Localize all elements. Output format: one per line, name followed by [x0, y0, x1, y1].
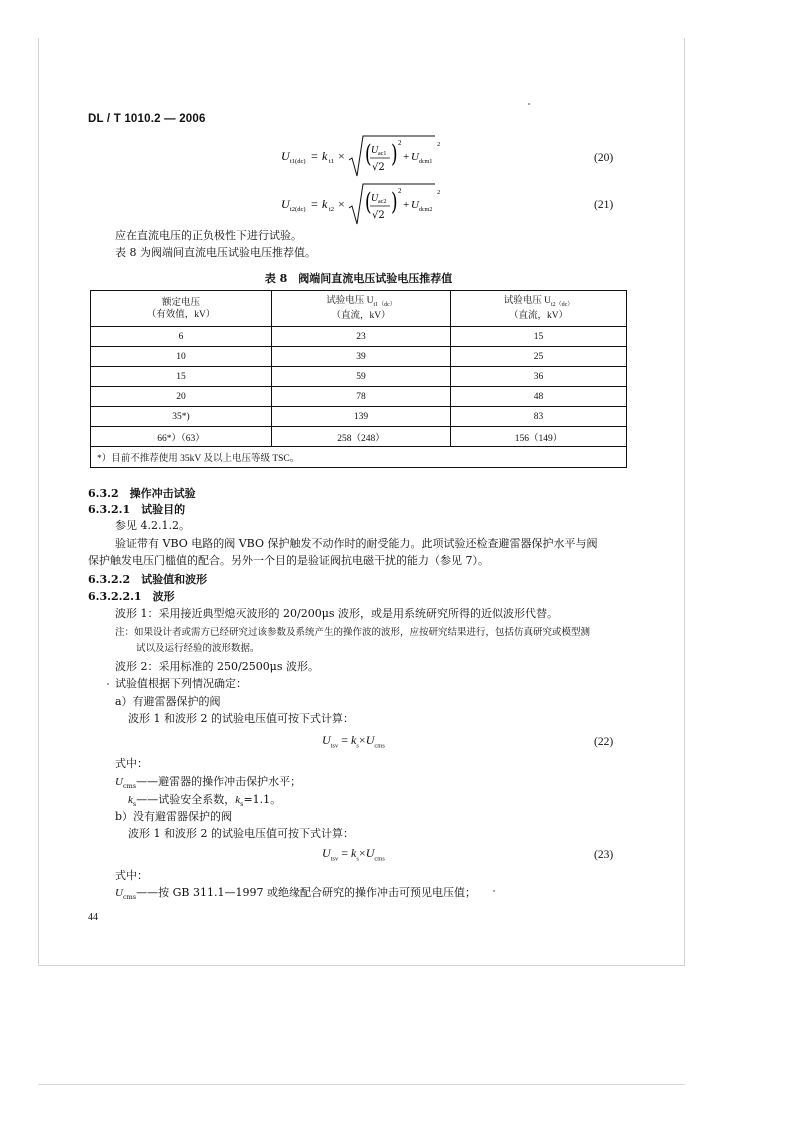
- eq20-k: k: [322, 149, 328, 163]
- determination-text: 试验值根据下列情况确定：: [115, 677, 247, 690]
- eq20-exp2: 2: [437, 141, 441, 148]
- where-label: 式中：: [115, 757, 148, 770]
- eq21-num: U: [371, 193, 379, 204]
- eq20-exp: 2: [398, 139, 402, 147]
- eq20-plus-sub: dcm1: [419, 159, 433, 165]
- scan-speck: [528, 103, 530, 105]
- eq21-plus-sub: dcm2: [419, 207, 433, 213]
- table-footnote-row: [91, 447, 627, 468]
- eq21-num-sub: ac2: [378, 199, 387, 205]
- purpose-paragraph-line: 验证带有 VBO 电路的阀 VBO 保护触发不动作时的耐受能力。此项试验还检查避雷器保护水平与阀: [115, 537, 598, 550]
- table-row: 6 23 15: [91, 327, 627, 347]
- eq22-number: (22): [594, 736, 614, 748]
- section-heading-6-3-2: 6.3.2 操作冲击试验: [88, 487, 196, 500]
- document-header: DL / T 1010.2 — 2006: [88, 113, 206, 125]
- purpose-paragraph-line: 保护触发电压门槛值的配合。另外一个目的是验证阀抗电磁干扰的能力（参见 7）。: [88, 554, 489, 567]
- calc-instruction: 波形 1 和波形 2 的试验电压值可按下式计算：: [128, 827, 354, 840]
- col-header-test-voltage-2: 试验电压 $U_{t2(dc)}$ （直流，kV）: [451, 291, 627, 327]
- eq20-lhs-sub: t1(dc): [290, 158, 306, 165]
- page-border-bottom: [38, 965, 685, 966]
- section-heading-6-3-2-2-1: 6.3.2.2.1 波形: [88, 590, 175, 603]
- eq20-num: U: [371, 145, 379, 156]
- eq20-den: √2: [372, 162, 385, 173]
- reference-text: 参见 4.2.1.2。: [115, 519, 190, 532]
- eq20-k-sub: t1: [329, 158, 335, 165]
- scan-speck: [107, 683, 109, 685]
- eq20-number: (20): [594, 152, 614, 164]
- eq21-k: k: [322, 197, 328, 211]
- svg-text:=: =: [311, 149, 318, 163]
- eq21-lhs-sub: t2(dc): [290, 206, 306, 213]
- eq21-den: √2: [372, 210, 385, 221]
- svg-text:×: ×: [338, 149, 345, 163]
- svg-text:=: =: [311, 197, 318, 211]
- definition-ucms: $U_{cms}——$避雷器的操作冲击保护水平；: [115, 775, 302, 791]
- section-heading-6-3-2-2: 6.3.2.2 试验值和波形: [88, 573, 208, 586]
- eq20-lhs: U: [281, 149, 290, 163]
- eq21-exp2: 2: [437, 189, 441, 196]
- table-row: 15 59 36: [91, 367, 627, 387]
- eq21-lhs: U: [281, 197, 290, 211]
- waveform-2-text: 波形 2：采用标准的 250/2500μs 波形。: [115, 660, 319, 673]
- page-border-right: [684, 38, 685, 965]
- waveform-1-text: 波形 1：采用接近典型熄灭波形的 20/200μs 波形，或是用系统研究所得的近似波形代替。: [115, 607, 558, 620]
- test-voltage-table: [90, 290, 627, 468]
- scan-speck: [493, 890, 495, 892]
- table-caption: 表 8 阀端间直流电压试验电压推荐值: [264, 272, 453, 285]
- page-border-left: [38, 38, 39, 965]
- page-number: 44: [88, 912, 98, 923]
- svg-text:(: (: [365, 139, 372, 168]
- eq23-number: (23): [594, 849, 614, 861]
- eq21-k-sub: t2: [329, 206, 335, 213]
- svg-text:+: +: [403, 151, 410, 163]
- paragraph: 表 8 为阀端间直流电压试验电压推荐值。: [115, 246, 316, 259]
- table-row: 10 39 25: [91, 347, 627, 367]
- formula-20: [275, 132, 445, 180]
- eq21-plus: U: [411, 199, 419, 211]
- svg-text:×: ×: [338, 197, 345, 211]
- formula-21: [275, 180, 445, 228]
- paragraph: 应在直流电压的正负极性下进行试验。: [115, 229, 302, 242]
- table-row: 66*）（63） 258（248） 156（149）: [91, 427, 627, 447]
- svg-text:+: +: [403, 199, 410, 211]
- definition-ucms-b: $U_{cms}——$按 GB 311.1—1997 或绝缘配合研究的操作冲击可预见电压值；: [115, 886, 476, 902]
- list-item-a: a）有避雷器保护的阀: [115, 695, 221, 708]
- note-line: 注：如果设计者或需方已经研究过该参数及系统产生的操作波的波形，应按研究结果进行，包括仿真研究或模型测: [115, 627, 591, 638]
- table-footnote: *）目前不推荐使用 35kV 及以上电压等级 TSC。: [91, 447, 627, 468]
- footer-rule: [38, 1084, 685, 1085]
- col-header-rated-voltage: 额定电压 （有效值，kV）: [91, 291, 272, 327]
- note-line: 试以及运行经验的波形数据。: [136, 643, 260, 654]
- svg-text:): ): [391, 139, 398, 168]
- section-heading-6-3-2-1: 6.3.2.1 试验目的: [88, 503, 186, 516]
- definition-ks: $k_s——$试验安全系数，$k_s=1.1$。: [128, 793, 282, 809]
- formula-22: $U_{tsv} = k_s\times U_{cms}$: [322, 733, 385, 750]
- table-row: 20 78 48: [91, 387, 627, 407]
- calc-instruction: 波形 1 和波形 2 的试验电压值可按下式计算：: [128, 712, 354, 725]
- table-header-row: [91, 291, 627, 327]
- col-header-test-voltage-1: 试验电压 $U_{t1(dc)}$ （直流，kV）: [272, 291, 451, 327]
- eq20-plus: U: [411, 151, 419, 163]
- eq21-exp: 2: [398, 187, 402, 195]
- formula-23: $U_{tsv} = k_s\times U_{cms}$: [322, 846, 385, 863]
- svg-text:): ): [391, 187, 398, 216]
- eq20-num-sub: ac1: [378, 151, 387, 157]
- eq21-number: (21): [594, 199, 614, 211]
- list-item-b: b）没有避雷器保护的阀: [115, 810, 233, 823]
- where-label: 式中：: [115, 869, 148, 882]
- svg-text:(: (: [365, 187, 372, 216]
- table-row: 35*) 139 83: [91, 407, 627, 427]
